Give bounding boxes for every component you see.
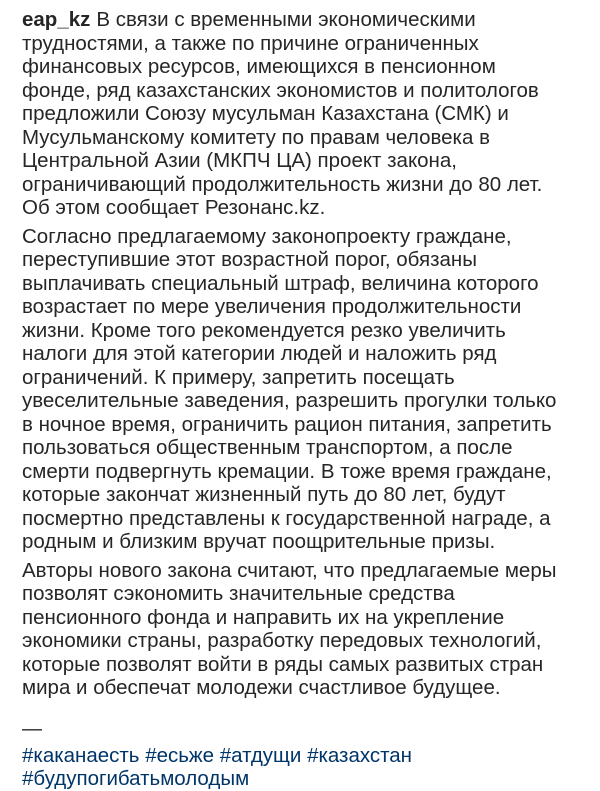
caption-line: переступившие этот возрастной порог, обязаны: [22, 248, 477, 271]
caption-line: финансовых ресурсов, имеющихся в пенсионном: [22, 55, 496, 78]
caption-line: Согласно предлагаемому законопроекту граждане,: [22, 224, 512, 248]
hashtag-line: [22, 767, 588, 791]
caption-text: В связи с временными экономическими: [96, 8, 476, 31]
caption-line: которые позволят войти в ряды самых развитых стран: [22, 652, 544, 676]
caption-line: увеселительные заведения, разрешить прогулки только: [22, 389, 557, 412]
caption-line: [22, 8, 588, 32]
caption-line: ограничений. К примеру, запретить посещать: [22, 365, 455, 389]
caption-line: смерти подвергнуть кремации. В тоже время граждане,: [22, 459, 552, 483]
caption-line: родным и близким вручат поощрительные призы.: [22, 530, 496, 553]
username-link[interactable]: eap_kz: [22, 8, 91, 31]
caption-line: пользоваться общественным транспортом, а после: [22, 436, 513, 459]
hashtag-link[interactable]: #будупогибатьмолодым: [22, 767, 250, 790]
caption-line: позволят сэкономить значительные средства: [22, 582, 455, 605]
caption-line: предложили Союзу мусульман Казахстана (СМК) и: [22, 102, 509, 125]
caption-line: посмертно представлены к государственной награде, а: [22, 506, 551, 530]
caption-line: возрастает по мере увеличения продолжительности: [22, 295, 522, 318]
caption-line: налоги для этой категории людей и наложить ряд: [22, 342, 497, 365]
caption-line: Центральной Азии (МКПЧ ЦА) проект закона,: [22, 149, 457, 172]
caption-line: которые закончат жизненный путь до 80 лет, будут: [22, 483, 506, 506]
caption-paragraph-2: [22, 225, 588, 554]
caption-line: Мусульманскому комитету по правам человека в: [22, 125, 490, 149]
caption-line: мира и обеспечат молодежи счастливое будущее.: [22, 676, 501, 699]
caption-paragraph-1: [22, 8, 588, 220]
hashtag-link[interactable]: #казахстан: [307, 743, 413, 767]
caption-line: Авторы нового закона считают, что предлагаемые меры: [22, 558, 557, 582]
hashtag-list: [22, 744, 588, 791]
caption-line: в ночное время, ограничить рацион питания, запретить: [22, 412, 552, 436]
caption-divider: —: [22, 717, 42, 740]
caption-paragraph-3: [22, 559, 588, 700]
caption-line: экономики страны, разработку передовых технологий,: [22, 629, 542, 652]
hashtag-link[interactable]: #есьже: [145, 743, 215, 767]
caption-line: ограничивающий продолжительность жизни до 80 лет.: [22, 172, 543, 196]
caption-line: фонде, ряд казахстанских экономистов и политологов: [22, 78, 539, 102]
caption-line: выплачивать специальный штраф, величина которого: [22, 271, 539, 295]
hashtag-line: [22, 744, 588, 768]
caption-line: жизни. Кроме того рекомендуется резко увеличить: [22, 318, 506, 342]
hashtag-link[interactable]: #атдущи: [219, 743, 302, 767]
caption-line: трудностями, а также по причине ограниченных: [22, 31, 479, 55]
caption-line: Об этом сообщает Резонанс.kz.: [22, 196, 326, 219]
caption-line: пенсионного фонда и направить их на укрепление: [22, 605, 505, 629]
hashtag-link[interactable]: #каканаесть: [22, 743, 140, 767]
